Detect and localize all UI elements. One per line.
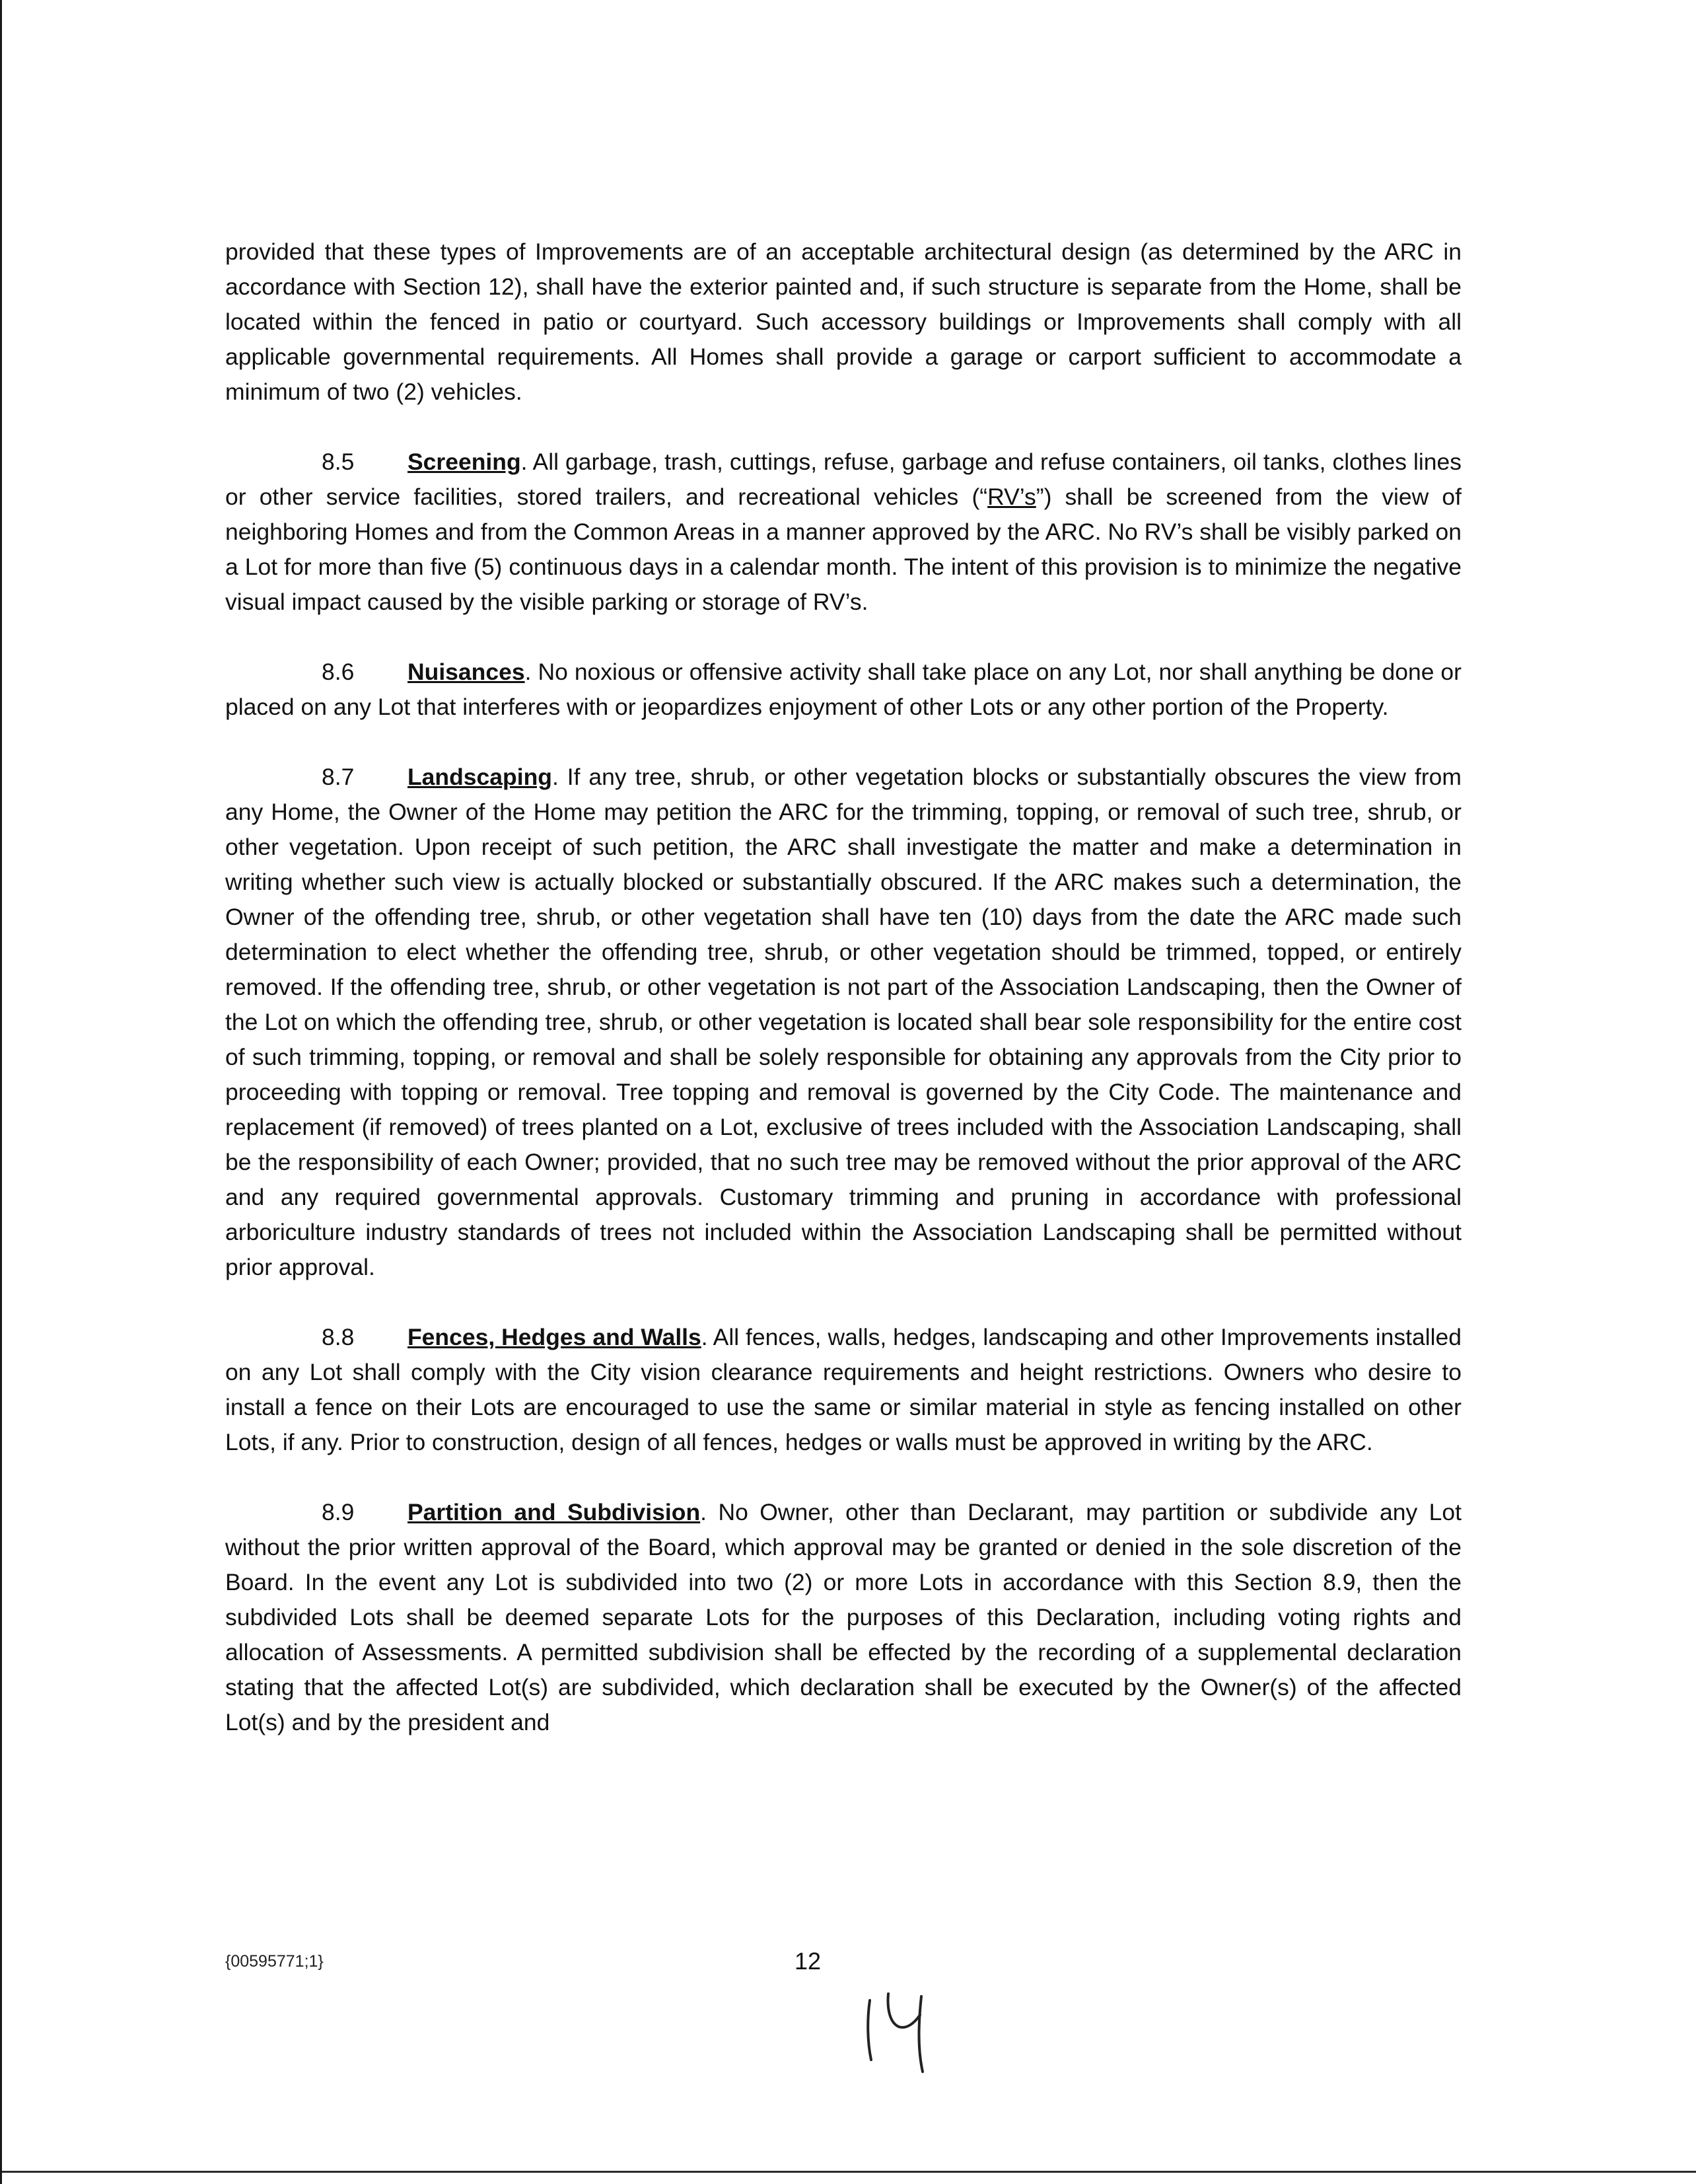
section-text: . No noxious or offensive activity shall take place on any Lot, nor shall anything be done or placed on any Lot that interferes with or jeopardizes enjoyment of other Lots or any other portion of the Property.	[225, 659, 1462, 720]
intro-paragraph: provided that these types of Improvements are of an acceptable architectural design (as determined by the ARC in accordance with Section 12), shall have the exterior painted and, if such structure is separate from the Home, shall be located within the fenced in patio or courtyard. Such accessory buildings or Improvements shall comply with all applicable governmental requirements. All Homes shall provide a garage or carport sufficient to accommodate a minimum of two (2) vehicles.	[225, 238, 1462, 405]
section-number: 8.6	[322, 659, 355, 685]
page-number: 12	[794, 1947, 822, 1975]
section-heading: Landscaping	[407, 764, 552, 790]
section-number: 8.7	[322, 764, 355, 790]
section-number: 8.5	[322, 449, 355, 475]
section-8-9	[225, 1495, 1462, 1740]
handwritten-page-mark	[861, 1988, 940, 2074]
section-number: 8.8	[322, 1324, 355, 1350]
document-body	[225, 235, 1462, 1775]
section-heading: Partition and Subdivision	[407, 1499, 701, 1525]
section-text: . No Owner, other than Declarant, may partition or subdivide any Lot without the prior written approval of the Board, which approval may be granted or denied in the sole discretion of the Board. In the event any Lot is subdivided into two (2) or more Lots in accordance with this Section 8.9, then the subdivided Lots shall be deemed separate Lots for the purposes of this Declaration, including voting rights and allocation of Assessments. A permitted subdivision shall be effected by the recording of a supplemental declaration stating that the affected Lot(s) are subdivided, which declaration shall be executed by the Owner(s) of the affected Lot(s) and by the president and	[225, 1499, 1462, 1735]
section-number: 8.9	[322, 1499, 355, 1525]
document-id: {00595771;1}	[225, 1952, 324, 1971]
section-8-8	[225, 1320, 1462, 1460]
section-text: . All fences, walls, hedges, landscaping and other Improvements installed on any Lot shall comply with the City vision clearance requirements and height restrictions. Owners who desire to install a fence on their Lots are encouraged to use the same or similar material in style as fencing installed on other Lots, if any. Prior to construction, design of all fences, hedges or walls must be approved in writing by the ARC.	[225, 1324, 1462, 1455]
section-text-continued: ”) shall be screened from the view of neighboring Homes and from the Common Areas in a manner approved by the ARC. No RV’s shall be visibly parked on a Lot for more than five (5) continuous days in a calendar month. The intent of this provision is to minimize the negative visual impact caused by the visible parking or storage of RV’s.	[225, 484, 1462, 615]
section-heading: Screening	[407, 449, 521, 475]
section-text: . If any tree, shrub, or other vegetation blocks or substantially obscures the view from any Home, the Owner of the Home may petition the ARC for the trimming, topping, or removal of such tree, shrub, or other vegetation. Upon receipt of such petition, the ARC shall investigate the matter and make a determination in writing whether such view is actually blocked or substantially obscured. If the ARC makes such a determination, the Owner of the offending tree, shrub, or other vegetation shall have ten (10) days from the date the ARC made such determination to elect whether the offending tree, shrub, or other vegetation should be trimmed, topped, or entirely removed. If the offending tree, shrub, or other vegetation is not part of the Association Landscaping, then the Owner of the Lot on which the offending tree, shrub, or other vegetation is located shall bear sole responsibility for the entire cost of such trimming, topping, or removal and shall be solely responsible for obtaining any approvals from the City prior to proceeding with topping or removal. Tree topping and removal is governed by the City Code. The maintenance and replacement (if removed) of trees planted on a Lot, exclusive of trees included with the Association Landscaping, shall be the responsibility of each Owner; provided, that no such tree may be removed without the prior approval of the ARC and any required governmental approvals. Customary trimming and pruning in accordance with professional arboriculture industry standards of trees not included within the Association Landscaping shall be permitted without prior approval.	[225, 764, 1462, 1280]
section-8-5	[225, 445, 1462, 620]
page-bottom-edge	[2, 2171, 1696, 2173]
section-8-6	[225, 655, 1462, 725]
section-heading: Nuisances	[407, 659, 525, 685]
section-8-7	[225, 760, 1462, 1285]
defined-term: RV’s	[987, 484, 1036, 510]
section-text: . All garbage, trash, cuttings, refuse, garbage and refuse containers, oil tanks, clothes lines or other service facilities, stored trailers, and recreational vehicles (“	[225, 449, 1462, 510]
section-heading: Fences, Hedges and Walls	[407, 1324, 701, 1350]
